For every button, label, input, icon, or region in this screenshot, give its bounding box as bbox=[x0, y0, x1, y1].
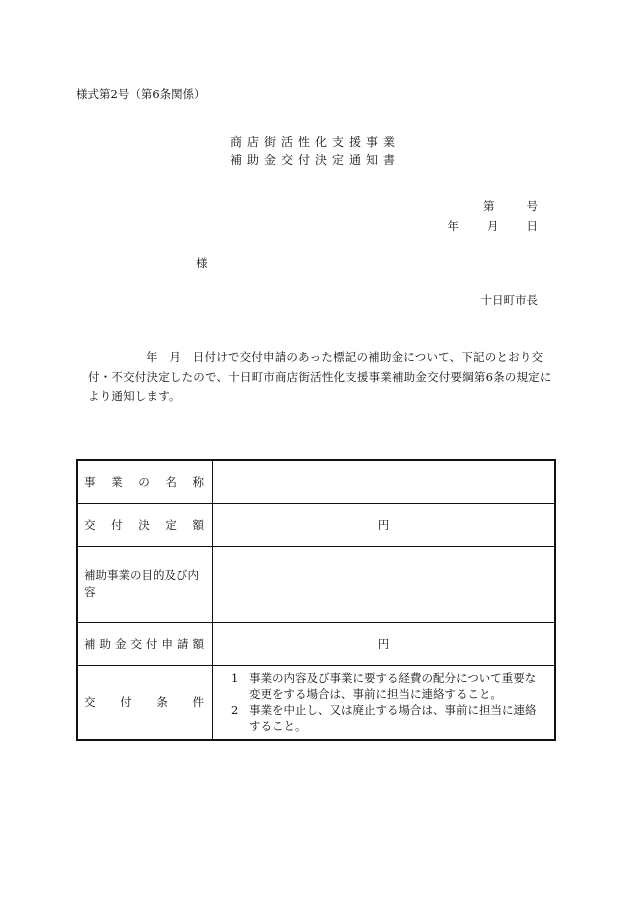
label-conditions bbox=[84, 694, 208, 710]
label-char: 助 bbox=[99, 636, 111, 651]
label-char: 補 bbox=[84, 636, 96, 651]
table-row bbox=[77, 503, 555, 546]
label-char: 交 bbox=[84, 517, 96, 532]
table-row-label bbox=[77, 460, 213, 503]
label-char: の bbox=[138, 474, 150, 489]
label-char: 交 bbox=[84, 695, 96, 710]
condition-item: 1 事業の内容及び事業に要する経費の配分について重要な変更をする場合は、事前に担当に連絡すること。 bbox=[231, 671, 537, 702]
document-number-dai: 第 bbox=[483, 199, 495, 213]
label-char: 金 bbox=[115, 636, 127, 651]
project-name-value bbox=[213, 460, 556, 503]
addressee-suffix: 様 bbox=[196, 256, 208, 270]
form-number: 様式第2号（第6条関係） bbox=[76, 87, 206, 101]
document-date bbox=[448, 218, 539, 234]
issuer-name: 十日町市長 bbox=[480, 293, 538, 307]
label-char: 名 bbox=[165, 474, 177, 489]
label-application-amount bbox=[84, 636, 208, 652]
table-row bbox=[77, 460, 555, 503]
label-char: 額 bbox=[192, 636, 204, 651]
application-amount-value: 円 bbox=[213, 622, 556, 665]
document-number-go: 号 bbox=[526, 199, 538, 213]
label-char: 額 bbox=[192, 517, 204, 532]
table-row-label bbox=[77, 503, 213, 546]
label-char: 付 bbox=[120, 695, 132, 710]
document-title-line1: 商店街活性化支援事業 bbox=[229, 135, 400, 149]
label-char: 称 bbox=[192, 474, 204, 489]
label-char: 事 bbox=[84, 474, 96, 489]
purpose-value bbox=[213, 546, 556, 622]
date-year-label: 年 bbox=[447, 219, 459, 233]
label-project-name bbox=[84, 474, 208, 490]
label-char: 交 bbox=[130, 636, 142, 651]
label-char: 条 bbox=[156, 695, 168, 710]
conditions-list bbox=[213, 670, 554, 734]
label-char: 決 bbox=[138, 517, 150, 532]
label-char: 請 bbox=[177, 636, 189, 651]
date-month-label: 月 bbox=[487, 219, 499, 233]
label-char: 件 bbox=[192, 695, 204, 710]
conditions-cell bbox=[213, 665, 556, 740]
label-char: 付 bbox=[111, 517, 123, 532]
table-row bbox=[77, 622, 555, 665]
table-row bbox=[77, 546, 555, 622]
subsidy-details-table bbox=[76, 459, 556, 741]
condition-item: 2 事業を中止し、又は廃止する場合は、事前に担当に連絡すること。 bbox=[231, 703, 537, 734]
label-char: 付 bbox=[146, 636, 158, 651]
table-row bbox=[77, 665, 555, 740]
label-char: 申 bbox=[161, 636, 173, 651]
decision-amount-value: 円 bbox=[213, 503, 556, 546]
table-row-label bbox=[77, 622, 213, 665]
table-row-label bbox=[77, 665, 213, 740]
table-row-label: 補助事業の目的及び内容 bbox=[77, 546, 213, 622]
label-decision-amount bbox=[84, 517, 208, 533]
label-char: 定 bbox=[165, 517, 177, 532]
document-number bbox=[483, 198, 538, 214]
label-char: 業 bbox=[111, 474, 123, 489]
document-title-line2: 補助金交付決定通知書 bbox=[229, 153, 400, 167]
notice-body-text: 年 月 日付けで交付申請のあった標記の補助金について、下記のとおり交付・不交付決定したので、十日町市商店街活性化支援事業補助金交付要綱第6条の規定により通知します。 bbox=[88, 350, 552, 403]
date-day-label: 日 bbox=[526, 219, 538, 233]
